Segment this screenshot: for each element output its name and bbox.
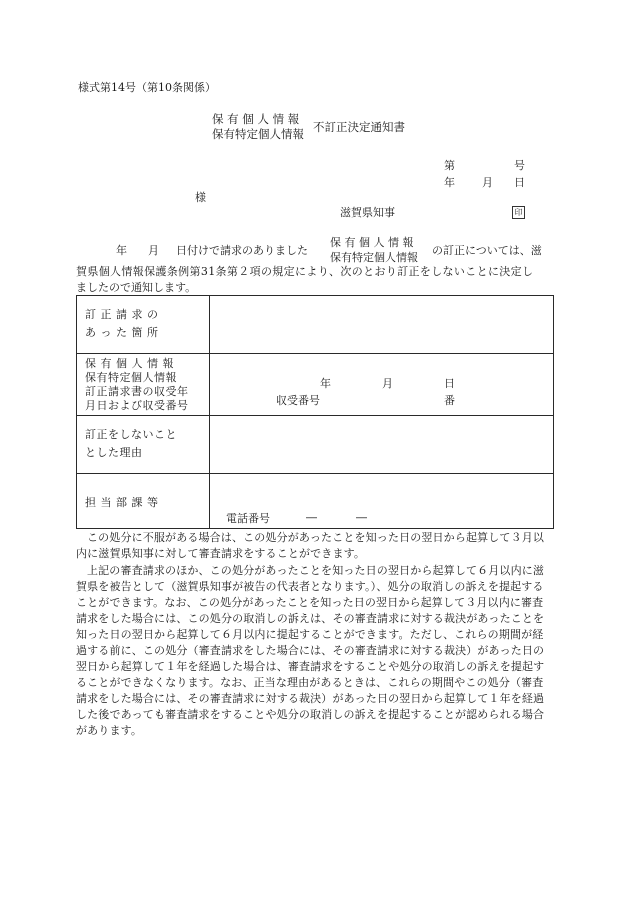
receipt-number-label: 収受番号 — [276, 394, 320, 407]
intro-year: 年 — [116, 244, 127, 257]
form-number: 様式第14号（第10条関係） — [78, 81, 216, 94]
title-option-1: 保 有 個 人 情 報 — [212, 112, 300, 126]
label-line: 訂正請求書の収受年 — [85, 385, 189, 398]
doc-number-go: 号 — [514, 159, 525, 172]
label-line: 訂 正 請 求 の — [85, 308, 159, 321]
receipt-month: 月 — [382, 377, 393, 390]
label-receipt-info — [77, 354, 210, 416]
intro-options — [330, 237, 418, 263]
label-line: とした理由 — [85, 446, 143, 459]
intro-suffix: の訂正については、滋 — [432, 244, 542, 257]
seal-label: 印 — [514, 207, 523, 217]
receipt-year: 年 — [320, 377, 331, 390]
intro-option-2: 保有特定個人情報 — [330, 251, 418, 264]
label-line: 訂正をしないこと — [85, 428, 177, 441]
doc-number-dai: 第 — [444, 159, 455, 172]
receipt-day: 日 — [444, 377, 455, 390]
table-row — [77, 296, 554, 354]
phone-dash-2: ― — [356, 511, 367, 524]
recipient-sama: 様 — [195, 191, 206, 204]
value-receipt-info[interactable] — [210, 354, 554, 416]
label-correction-location — [77, 296, 210, 354]
title-option-2: 保有特定個人情報 — [212, 126, 304, 141]
table-row — [77, 354, 554, 416]
details-table — [76, 295, 554, 529]
doc-date-month: 月 — [482, 176, 493, 189]
phone-dash-1: ― — [306, 511, 317, 524]
value-reason[interactable] — [210, 416, 554, 474]
intro-prefix: 日付けで請求のありました — [176, 244, 308, 257]
issuer-name: 滋賀県知事 — [340, 206, 395, 219]
lawsuit-notice: 上記の審査請求のほか、この処分があったことを知った日の翌日から起算して６月以内に滋賀県を被告として（滋賀県知事が被告の代表者となります。）、処分の取消しの訴えを提起することができます。なお、この処分があったことを知った日の翌日から起算して３月以内に審査請求をした場合には、この処分の取消しの訴えは、その審査請求に対する裁決があったことを知った日の翌日から起算して６月以内に提起することができます。ただし、これらの期間が経過する前に、この処分（審査請求をした場合には、その審査請求に対する裁決）があった日の翌日から起算して１年を経過した場合は、審査請求をすることや処分の取消しの訴えを提起することができなくなります。なお、正当な理由があるときは、これらの期間やこの処分（審査請求をした場合には、その審査請求に対する裁決）があった日の翌日から起算して１年を経過した後であっても審査請求をすることや処分の取消しの訴えを提起することが認められる場合があります。 — [76, 564, 545, 737]
label-line: 保有特定個人情報 — [85, 371, 177, 384]
table-row — [77, 416, 554, 474]
label-line: 保 有 個 人 情 報 — [85, 357, 174, 370]
intro-line-3: ましたので通知します。 — [76, 281, 197, 294]
seal-icon — [512, 206, 525, 219]
label-line: あ っ た 箇 所 — [85, 326, 159, 339]
table-row — [77, 474, 554, 529]
value-department[interactable] — [210, 474, 554, 529]
label-reason — [77, 416, 210, 474]
receipt-number-ban: 番 — [444, 394, 455, 407]
title-options — [212, 114, 304, 140]
value-correction-location[interactable] — [210, 296, 554, 354]
doc-date-year: 年 — [444, 176, 455, 189]
label-department: 担 当 部 課 等 — [77, 474, 210, 529]
document-title: 不訂正決定通知書 — [313, 120, 405, 134]
intro-month: 月 — [148, 244, 159, 257]
label-line: 月日および収受番号 — [85, 399, 189, 412]
intro-option-1: 保 有 個 人 情 報 — [330, 236, 414, 249]
intro-line-2: 賀県個人情報保護条例第31条第２項の規定により、次のとおり訂正をしないことに決定し — [76, 265, 534, 278]
doc-date-day: 日 — [514, 176, 525, 189]
phone-label: 電話番号 — [226, 512, 270, 525]
appeal-notice: この処分に不服がある場合は、この処分があったことを知った日の翌日から起算して３月以内に滋賀県知事に対して審査請求をすることができます。 — [76, 531, 545, 560]
